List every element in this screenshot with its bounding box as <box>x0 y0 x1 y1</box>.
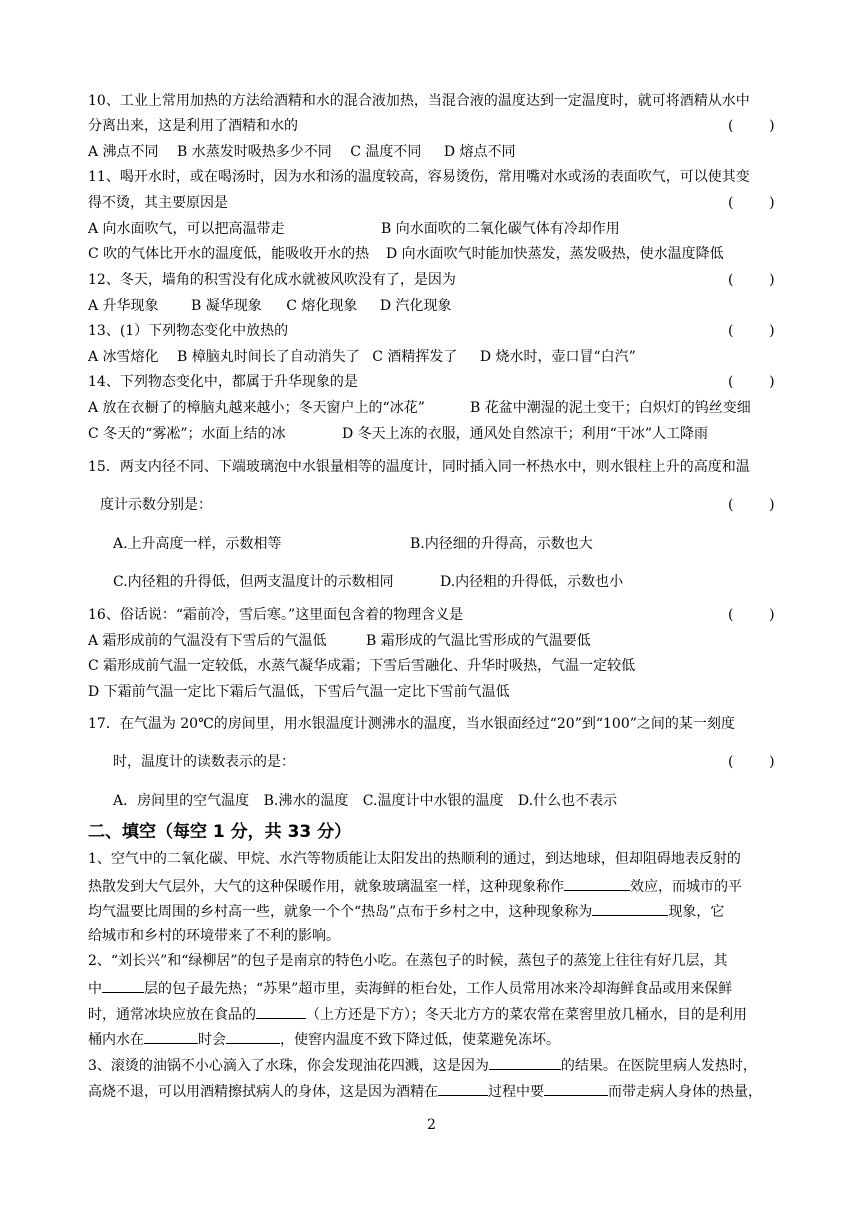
f2-line4 <box>88 1029 560 1049</box>
f3-blank-3[interactable] <box>544 1081 608 1096</box>
q11-option-b: B 向水面吹的二氧化碳气体有冷却作用 <box>381 221 620 237</box>
f1-text-d: 现象，它 <box>668 904 725 920</box>
q10-option-d: D 熔点不同 <box>443 144 516 160</box>
f2-text-f: 时会 <box>198 1032 226 1048</box>
q11-option-d: D 向水面吹气时能加快蒸发，蒸发吸热，使水温度降低 <box>386 246 724 262</box>
q17-stem-line2: 时，温度计的读数表示的是： <box>113 754 295 770</box>
f2-line3 <box>88 1004 747 1024</box>
q16-option-c: C 霜形成前气温一定较低，水蒸气凝华成霜；下雪后雪融化、升华时吸热，气温一定较低 <box>88 658 636 674</box>
q11-option-c: C 吹的气体比开水的温度低，能吸收开水的热 <box>88 246 370 262</box>
f2-blank-4[interactable] <box>226 1029 280 1044</box>
section-heading-fill-in: 二、填空（每空 1 分，共 33 分） <box>88 822 352 842</box>
f3-blank-2[interactable] <box>438 1081 488 1096</box>
f2-text-e: 桶内水在 <box>88 1032 144 1048</box>
q17-options <box>113 792 617 810</box>
q16-option-d: D 下霜前气温一定比下霜后气温低，下雪后气温一定比下雪前气温低 <box>88 684 510 700</box>
f3-text-a: 3、滚烫的油锅不小心滴入了水珠，你会发现油花四溅，这是因为 <box>88 1058 489 1074</box>
q15-answer-bracket: ( ) <box>728 497 775 513</box>
q12-option-d: D 汽化现象 <box>379 298 452 314</box>
f1-line1: 1、空气中的二氧化碳、甲烷、水汽等物质能让太阳发出的热顺利的通过，到达地球，但却阻碍地表反射的 <box>88 851 741 867</box>
q10-stem-line2: 分离出来，这是利用了酒精和水的 <box>88 118 298 134</box>
f1-text-a: 热散发到大气层外，大气的这种保暖作用，就象玻璃温室一样，这种现象称作 <box>88 879 564 895</box>
f1-blank-1[interactable] <box>564 876 630 891</box>
q13-option-d: D 烧水时，壶口冒“白汽” <box>479 349 636 365</box>
f2-text-g: ，使窖内温度不致下降过低，使菜避免冻坏。 <box>280 1032 560 1048</box>
q17-option-a: A．房间里的空气温度 <box>113 793 250 809</box>
q11-answer-bracket: ( ) <box>728 195 775 211</box>
q16-answer-bracket: ( ) <box>728 607 775 623</box>
f1-line4: 给城市和乡村的环境带来了不利的影响。 <box>88 928 340 944</box>
f2-text-b: 层的包子最先热；“苏果”超市里，卖海鲜的柜台处，工作人员常用冰来冷却海鲜食品或用来保鲜 <box>144 981 733 997</box>
q16-option-a: A 霜形成前的气温没有下雪后的气温低 <box>88 633 327 649</box>
f1-text-b: 效应，而城市的平 <box>630 879 742 895</box>
q14-option-b: B 花盆中潮湿的泥土变干；白炽灯的钨丝变细 <box>470 400 751 416</box>
f3-text-c: 高烧不退，可以用酒精擦拭病人的身体，这是因为酒精在 <box>88 1084 438 1100</box>
f2-blank-3[interactable] <box>144 1029 198 1044</box>
q15-stem-line1: 15．两支内径不同、下端玻璃泡中水银量相等的温度计，同时插入同一杯热水中，则水银柱上升的高度和温 <box>88 459 750 475</box>
f1-line2 <box>88 876 742 896</box>
q13-option-b: B 樟脑丸时间长了自动消失了 <box>177 349 360 365</box>
f2-blank-1[interactable] <box>102 978 144 993</box>
q17-option-d: D.什么也不表示 <box>517 793 618 809</box>
f2-text-d: （上方还是下方）；冬天北方方的菜农常在菜窖里放几桶水，目的是利用 <box>306 1007 747 1023</box>
q10-option-c: C 温度不同 <box>350 144 422 160</box>
q13-option-c: C 酒精挥发了 <box>372 349 458 365</box>
f2-blank-2[interactable] <box>256 1004 306 1019</box>
q17-option-c: C.温度计中水银的温度 <box>362 793 504 809</box>
q17-answer-bracket: ( ) <box>728 754 775 770</box>
f3-line1 <box>88 1055 757 1075</box>
q14-option-d: D 冬天上冻的衣服，通风处自然凉干；利用“干冰”人工降雨 <box>342 426 708 442</box>
f2-line1: 2、“刘长兴”和“绿柳居”的包子是南京的特色小吃。在蒸包子的时候，蒸包子的蒸笼上往往有好几层，其 <box>88 953 728 969</box>
f2-text-a: 中 <box>88 981 102 997</box>
f2-text-c: 时，通常冰块应放在食品的 <box>88 1007 256 1023</box>
q14-answer-bracket: ( ) <box>728 374 775 390</box>
q10-stem-line1: 10、工业上常用加热的方法给酒精和水的混合液加热，当混合液的温度达到一定温度时，就可将酒精从水中 <box>88 93 750 109</box>
q12-options <box>88 297 452 315</box>
q10-answer-bracket: ( ) <box>728 118 775 134</box>
q12-option-a: A 升华现象 <box>88 298 159 314</box>
f3-text-d: 过程中要 <box>488 1084 544 1100</box>
f1-blank-2[interactable] <box>592 901 668 916</box>
q13-option-a: A 冰雪熔化 <box>88 349 159 365</box>
q12-option-b: B 凝华现象 <box>191 298 262 314</box>
q17-stem-line1: 17．在气温为 20℃的房间里，用水银温度计测沸水的温度，当水银面经过“20”到“100”之间的某一刻度 <box>88 716 735 732</box>
f3-text-e: 而带走病人身体的热量， <box>608 1084 762 1100</box>
q10-option-a: A 沸点不同 <box>88 144 159 160</box>
q11-option-a: A 向水面吹气，可以把高温带走 <box>88 221 285 237</box>
q15-stem-line2: 度计示数分别是： <box>100 497 212 513</box>
page-number: 2 <box>427 1117 436 1133</box>
q12-stem: 12、冬天，墙角的积雪没有化成水就被风吹没有了，是因为 <box>88 272 456 288</box>
q11-stem-line2: 得不烫，其主要原因是 <box>88 195 228 211</box>
q15-option-a: A.上升高度一样，示数相等 <box>113 536 282 552</box>
q16-stem: 16、俗话说：“霜前冷，雪后寒。”这里面包含着的物理含义是 <box>88 607 464 623</box>
q14-stem: 14、下列物态变化中，都属于升华现象的是 <box>88 374 358 390</box>
q13-options <box>88 348 636 366</box>
f2-line2 <box>88 978 732 998</box>
f3-line2 <box>88 1081 762 1101</box>
f1-text-c: 均气温要比周围的乡村高一些，就象一个个“热岛”点布于乡村之中，这种现象称为 <box>88 904 593 920</box>
q14-option-a: A 放在衣橱了的樟脑丸越来越小；冬天窗户上的“冰花” <box>88 400 425 416</box>
q11-stem-line1: 11、喝开水时，或在喝汤时，因为水和汤的温度较高，容易烫伤，常用嘴对水或汤的表面吹气，可以使其变 <box>88 169 750 185</box>
f3-blank-1[interactable] <box>489 1055 561 1070</box>
q13-stem: 13、(1）下列物态变化中放热的 <box>88 323 289 339</box>
q17-option-b: B.沸水的温度 <box>263 793 349 809</box>
q12-option-c: C 熔化现象 <box>286 298 358 314</box>
q16-option-b: B 霜形成的气温比雪形成的气温要低 <box>366 633 591 649</box>
q15-option-d: D.内径粗的升得低，示数也小 <box>440 574 624 590</box>
q12-answer-bracket: ( ) <box>728 272 775 288</box>
f1-line3 <box>88 901 724 921</box>
q13-answer-bracket: ( ) <box>728 323 775 339</box>
q15-option-b: B.内径细的升得高，示数也大 <box>410 536 593 552</box>
q14-option-c: C 冬天的“雾凇”；水面上结的冰 <box>88 426 286 442</box>
q15-option-c: C.内径粗的升得低，但两支温度计的示数相同 <box>113 574 394 590</box>
q10-option-b: B 水蒸发时吸热多少不同 <box>177 144 332 160</box>
f3-text-b: 的结果。在医院里病人发热时， <box>560 1058 757 1074</box>
q10-options <box>88 143 516 161</box>
